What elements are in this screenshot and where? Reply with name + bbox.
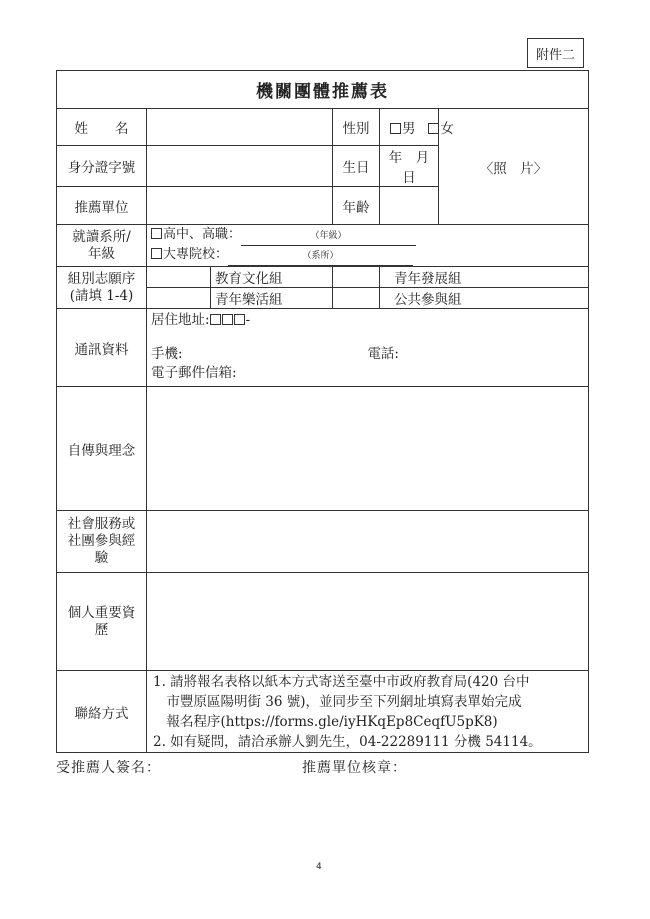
photo-label: 〈照 片〉 (479, 160, 548, 177)
department-field[interactable]: （系所） (228, 248, 413, 266)
grade-field[interactable]: （年級） (241, 228, 416, 246)
male-checkbox[interactable] (390, 123, 401, 134)
attachment-label: 附件二 (527, 38, 584, 68)
contact-info-label: 通訊資料 (57, 309, 147, 387)
service-line3: 驗 (94, 550, 109, 566)
youth-life-rank-field[interactable] (147, 288, 211, 309)
page-number: 4 (316, 862, 322, 872)
group-pref-line2: (請填 1-4) (69, 287, 134, 304)
youth-dev-rank-field[interactable] (333, 267, 380, 288)
female-checkbox[interactable] (428, 123, 439, 134)
address-row: 居住地址: - (151, 312, 251, 328)
resume-line1: 個人重要資 (67, 604, 136, 621)
high-school-checkbox[interactable] (151, 228, 162, 239)
recommending-unit-field[interactable] (147, 187, 333, 225)
postal-box-3[interactable] (234, 314, 245, 325)
instruction-1-line3: 報名程序(https://forms.gle/iyHKqEp8CeqfU5pK8) (153, 713, 498, 730)
birthday-field[interactable]: 年 月 日 (380, 146, 439, 187)
gender-label: 性別 (333, 109, 380, 146)
male-label: 男 (402, 121, 416, 137)
instruction-1-line1: 1. 請將報名表格以紙本方式寄送至臺中市政府教育局(420 台中 (153, 673, 530, 690)
id-number-field[interactable] (147, 146, 333, 187)
service-field[interactable] (147, 511, 589, 573)
group-pref-line1: 組別志願序 (67, 270, 136, 287)
name-label: 姓 名 (57, 109, 147, 146)
public-rank-field[interactable] (333, 288, 380, 309)
group-youth-dev-label: 青年發展組 (380, 267, 589, 288)
contact-info-fields (147, 309, 589, 387)
phone-row (151, 345, 584, 364)
instruction-2: 2. 如有疑問，請洽承辦人劉先生，04-22289111 分機 54114。 (153, 733, 542, 750)
female-label: 女 (440, 121, 454, 137)
email-label: 電子郵件信箱: (151, 365, 237, 381)
school-options (147, 225, 589, 267)
recommending-unit-label: 推薦單位 (57, 187, 147, 225)
address-label: 居住地址: (151, 312, 210, 328)
gender-options (380, 109, 454, 146)
education-rank-field[interactable] (147, 267, 211, 288)
service-line1: 社會服務或 (67, 516, 136, 532)
autobiography-label: 自傳與理念 (57, 387, 147, 511)
contact-method-content (147, 671, 589, 753)
postal-box-1[interactable] (210, 314, 221, 325)
group-youth-life-label: 青年樂活組 (211, 288, 333, 309)
photo-area (439, 109, 589, 225)
age-label: 年齡 (333, 187, 380, 225)
group-education-label: 教育文化組 (211, 267, 333, 288)
autobiography-field[interactable] (147, 387, 589, 511)
group-pref-label (57, 267, 147, 309)
service-line2: 社團參與經 (67, 533, 136, 549)
high-school-label: 高中、高職： (163, 226, 242, 242)
unit-seal-label: 推薦單位核章： (302, 760, 407, 776)
instruction-1-line2: 市豐原區陽明街 36 號)，並同步至下列網址填寫表單始完成 (153, 693, 522, 710)
college-label: 大專院校： (163, 246, 229, 262)
school-label-line2: 年級 (88, 245, 115, 262)
phone-label: 電話: (367, 346, 399, 362)
contact-method-label: 聯絡方式 (57, 671, 147, 753)
form-title: 機關團體推薦表 (57, 71, 589, 109)
birthday-label: 生日 (333, 146, 380, 187)
school-label (57, 225, 147, 267)
resume-label (57, 573, 147, 671)
postal-box-2[interactable] (222, 314, 233, 325)
nominee-signature-label: 受推薦人簽名： (56, 760, 161, 776)
college-checkbox[interactable] (151, 248, 162, 259)
id-number-label: 身分證字號 (57, 146, 147, 187)
mobile-label: 手機: (151, 346, 183, 362)
school-label-line1: 就讀系所/ (72, 228, 131, 245)
group-public-label: 公共參與組 (380, 288, 589, 309)
resume-field[interactable] (147, 573, 589, 671)
recommendation-form-table (56, 70, 589, 753)
service-label (57, 511, 147, 573)
resume-line2: 歷 (94, 621, 109, 638)
name-field[interactable] (147, 109, 333, 146)
age-field[interactable] (380, 187, 439, 225)
